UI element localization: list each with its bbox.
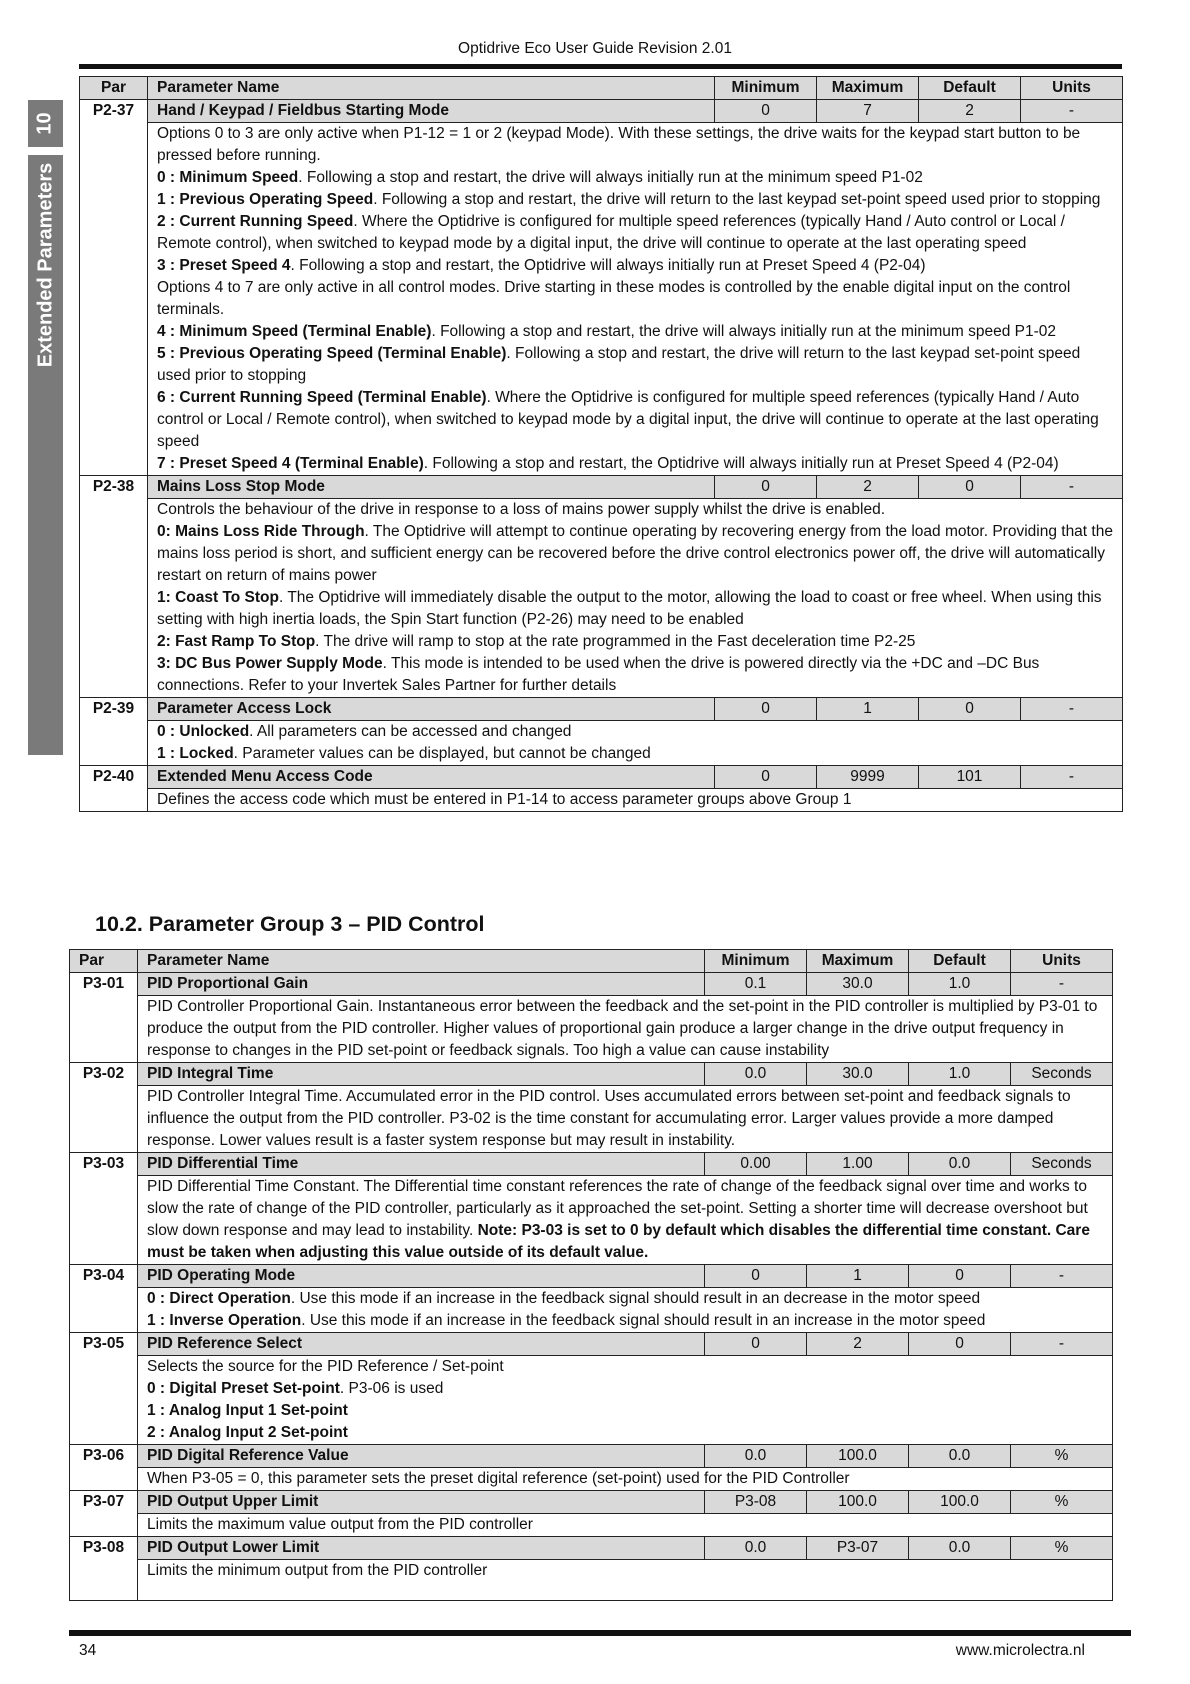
table-row xyxy=(70,1445,1113,1468)
table-row-description xyxy=(70,1086,1113,1153)
col-header-units: Units xyxy=(1011,950,1113,973)
param-id: P2-38 xyxy=(80,476,148,698)
param-description: Defines the access code which must be entered in P1-14 to access parameter groups above Group 1 xyxy=(148,789,1123,812)
param-name: Extended Menu Access Code xyxy=(148,766,715,789)
param-default: 0 xyxy=(909,1265,1011,1288)
param-description: 0 : Direct Operation. Use this mode if an increase in the feedback signal should result in an decrease in the motor speed 1 : Inverse Operation. Use this mode if an increase in the feedback signal should result in an increase in the motor speed xyxy=(138,1288,1113,1333)
table-row-description xyxy=(70,1560,1113,1601)
footer-url: www.microlectra.nl xyxy=(955,1642,1085,1659)
table-row xyxy=(70,1063,1113,1086)
param-max: 1 xyxy=(817,698,919,721)
param-id: P3-03 xyxy=(70,1153,138,1265)
param-max: 1.00 xyxy=(807,1153,909,1176)
table-row xyxy=(70,1265,1113,1288)
param-description: Selects the source for the PID Reference / Set-point 0 : Digital Preset Set-point. P3-06 is used 1 : Analog Input 1 Set-point 2 : Analog Input 2 Set-point xyxy=(138,1356,1113,1445)
param-min: 0 xyxy=(715,698,817,721)
param-name: PID Reference Select xyxy=(138,1333,705,1356)
param-default: 101 xyxy=(919,766,1021,789)
param-id: P2-37 xyxy=(80,100,148,476)
table-row xyxy=(80,766,1123,789)
param-default: 0.0 xyxy=(909,1153,1011,1176)
param-min: 0.00 xyxy=(705,1153,807,1176)
table-row xyxy=(80,476,1123,499)
param-description: Controls the behaviour of the drive in response to a loss of mains power supply whilst the drive is enabled. 0: Mains Loss Ride Through. The Optidrive will attempt to continue operating by recovering energy from the load motor. Providing that the mains loss period is short, and sufficient energy can be recovered before the drive control electronics power off, the drive will automatically restart on return of mains power 1: Coast To Stop. The Optidrive will immediately disable the output to the motor, allowing the load to coast or free wheel. When using this setting with high inertia loads, the Spin Start function (P2-26) may need to be enabled 2: Fast Ramp To Stop. The drive will ramp to stop at the rate programmed in the Fast deceleration time P2-25 3: DC Bus Power Supply Mode. This mode is intended to be used when the drive is powered directly via the +DC and –DC Bus connections. Refer to your Invertek Sales Partner for further details xyxy=(148,499,1123,698)
param-default: 0.0 xyxy=(909,1537,1011,1560)
param-max: 1 xyxy=(807,1265,909,1288)
param-min: 0.0 xyxy=(705,1445,807,1468)
param-max: 100.0 xyxy=(807,1491,909,1514)
param-name: PID Output Lower Limit xyxy=(138,1537,705,1560)
param-name: PID Differential Time xyxy=(138,1153,705,1176)
param-units: - xyxy=(1021,100,1123,123)
param-default: 1.0 xyxy=(909,973,1011,996)
param-description: PID Controller Integral Time. Accumulated error in the PID control. Uses accumulated errors between set-point and feedback signals to influence the output from the PID controller. P3-02 is the time constant for accumulating error. Larger values provide a more damped response. Lower values result is a faster system response but may result in instability. xyxy=(138,1086,1113,1153)
table-row xyxy=(70,1537,1113,1560)
table-row-description xyxy=(80,721,1123,766)
parameter-table-group2 xyxy=(79,76,1123,812)
col-header-name: Parameter Name xyxy=(148,77,715,100)
param-default: 0 xyxy=(919,698,1021,721)
table-row xyxy=(70,1333,1113,1356)
param-id: P3-06 xyxy=(70,1445,138,1491)
col-header-par: Par xyxy=(70,950,138,973)
param-description: PID Controller Proportional Gain. Instantaneous error between the feedback and the set-point in the PID controller is multiplied by P3-01 to produce the output from the PID controller. Higher values of proportional gain produce a larger change in the drive output frequency in response to changes in the PID set-point or feedback signals. Too high a value can cause instability xyxy=(138,996,1113,1063)
param-description: Limits the maximum value output from the PID controller xyxy=(138,1514,1113,1537)
param-description: When P3-05 = 0, this parameter sets the preset digital reference (set-point) used for the PID Controller xyxy=(138,1468,1113,1491)
param-description: Options 0 to 3 are only active when P1-12 = 1 or 2 (keypad Mode). With these settings, the drive waits for the keypad start button to be pressed before running. 0 : Minimum Speed. Following a stop and restart, the drive will always initially run at the minimum speed P1-02 1 : Previous Operating Speed. Following a stop and restart, the drive will return to the last keypad set-point speed used prior to stopping 2 : Current Running Speed. Where the Optidrive is configured for multiple speed references (typically Hand / Auto control or Local / Remote control), when switched to keypad mode by a digital input, the drive will continue to operate at the last operating speed 3 : Preset Speed 4. Following a stop and restart, the Optidrive will always initially run at Preset Speed 4 (P2-04) Options 4 to 7 are only active in all control modes. Drive starting in these modes is controlled by the enable digital input on the control terminals. 4 : Minimum Speed (Terminal Enable). Following a stop and restart, the drive will always initially run at the minimum speed P1-02 5 : Previous Operating Speed (Terminal Enable). Following a stop and restart, the drive will return to the last keypad set-point speed used prior to stopping 6 : Current Running Speed (Terminal Enable). Where the Optidrive is configured for multiple speed references (typically Hand / Auto control or Local / Remote control), when switched to keypad mode by a digital input, the drive will continue to operate at the last operating speed 7 : Preset Speed 4 (Terminal Enable). Following a stop and restart, the Optidrive will always initially run at Preset Speed 4 (P2-04) xyxy=(148,123,1123,476)
param-min: P3-08 xyxy=(705,1491,807,1514)
table-row xyxy=(70,1153,1113,1176)
table-row xyxy=(70,973,1113,996)
table-row xyxy=(80,100,1123,123)
param-name: Hand / Keypad / Fieldbus Starting Mode xyxy=(148,100,715,123)
param-units: - xyxy=(1011,1333,1113,1356)
param-default: 0.0 xyxy=(909,1445,1011,1468)
table-row-description xyxy=(70,1468,1113,1491)
warning-note: Note: P3-03 is set to 0 by default which disables the differential time constant. Care must be taken when adjusting this value outside of its default value. xyxy=(147,1222,1090,1261)
param-description: PID Differential Time Constant. The Differential time constant references the rate of change of the feedback signal over time and works to slow the rate of change of the PID controller, particularly as it approached the set-point. Setting a shorter time will decrease overshoot but slow down response and may lead to instability. Note: P3-03 is set to 0 by default which disables the differential time constant. Care must be taken when adjusting this value outside of its default value. xyxy=(138,1176,1113,1265)
table-row-description xyxy=(70,1514,1113,1537)
param-description: Limits the minimum output from the PID controller xyxy=(138,1560,1113,1601)
col-header-min: Minimum xyxy=(705,950,807,973)
param-id: P3-01 xyxy=(70,973,138,1063)
param-name: PID Digital Reference Value xyxy=(138,1445,705,1468)
param-id: P3-04 xyxy=(70,1265,138,1333)
param-min: 0 xyxy=(715,476,817,499)
param-id: P3-05 xyxy=(70,1333,138,1445)
table-row-description xyxy=(70,996,1113,1063)
top-rule xyxy=(79,64,1122,69)
col-header-units: Units xyxy=(1021,77,1123,100)
param-max: 9999 xyxy=(817,766,919,789)
param-units: % xyxy=(1011,1491,1113,1514)
document-header-title: Optidrive Eco User Guide Revision 2.01 xyxy=(458,40,732,57)
param-min: 0 xyxy=(705,1265,807,1288)
param-id: P2-39 xyxy=(80,698,148,766)
side-chapter-number: 10 xyxy=(34,112,56,135)
param-max: 2 xyxy=(807,1333,909,1356)
param-units: - xyxy=(1011,973,1113,996)
param-default: 0 xyxy=(919,476,1021,499)
param-default: 1.0 xyxy=(909,1063,1011,1086)
param-min: 0 xyxy=(715,100,817,123)
param-name: PID Operating Mode xyxy=(138,1265,705,1288)
table-row-description xyxy=(70,1356,1113,1445)
param-id: P3-02 xyxy=(70,1063,138,1153)
param-id: P3-07 xyxy=(70,1491,138,1537)
col-header-min: Minimum xyxy=(715,77,817,100)
parameter-table-group3 xyxy=(69,949,1113,1601)
param-min: 0 xyxy=(705,1333,807,1356)
param-units: % xyxy=(1011,1537,1113,1560)
col-header-default: Default xyxy=(909,950,1011,973)
param-units: Seconds xyxy=(1011,1063,1113,1086)
table-row-description xyxy=(70,1288,1113,1333)
param-max: 7 xyxy=(817,100,919,123)
param-units: - xyxy=(1011,1265,1113,1288)
side-chapter-label: Extended Parameters xyxy=(34,162,56,368)
param-id: P2-40 xyxy=(80,766,148,812)
table-row-description xyxy=(70,1176,1113,1265)
param-min: 0.1 xyxy=(705,973,807,996)
param-max: 30.0 xyxy=(807,973,909,996)
param-default: 100.0 xyxy=(909,1491,1011,1514)
table-row-description xyxy=(80,123,1123,476)
param-max: P3-07 xyxy=(807,1537,909,1560)
param-description: 0 : Unlocked. All parameters can be accessed and changed 1 : Locked. Parameter values can be displayed, but cannot be changed xyxy=(148,721,1123,766)
table-header-row xyxy=(80,77,1123,100)
param-min: 0 xyxy=(715,766,817,789)
param-name: PID Proportional Gain xyxy=(138,973,705,996)
param-name: Mains Loss Stop Mode xyxy=(148,476,715,499)
param-default: 0 xyxy=(909,1333,1011,1356)
param-min: 0.0 xyxy=(705,1063,807,1086)
col-header-default: Default xyxy=(919,77,1021,100)
table-row-description xyxy=(80,499,1123,698)
param-min: 0.0 xyxy=(705,1537,807,1560)
table-header-row xyxy=(70,950,1113,973)
col-header-max: Maximum xyxy=(817,77,919,100)
table-row xyxy=(70,1491,1113,1514)
param-name: PID Output Upper Limit xyxy=(138,1491,705,1514)
param-max: 2 xyxy=(817,476,919,499)
bottom-rule xyxy=(69,1630,1131,1636)
param-units: - xyxy=(1021,766,1123,789)
table-row-description xyxy=(80,789,1123,812)
param-max: 100.0 xyxy=(807,1445,909,1468)
param-units: Seconds xyxy=(1011,1153,1113,1176)
param-units: - xyxy=(1021,698,1123,721)
side-chapter-tab xyxy=(28,100,63,755)
col-header-par: Par xyxy=(80,77,148,100)
param-name: Parameter Access Lock xyxy=(148,698,715,721)
param-default: 2 xyxy=(919,100,1021,123)
param-units: % xyxy=(1011,1445,1113,1468)
col-header-name: Parameter Name xyxy=(138,950,705,973)
param-units: - xyxy=(1021,476,1123,499)
page-number: 34 xyxy=(79,1642,97,1659)
param-name: PID Integral Time xyxy=(138,1063,705,1086)
col-header-max: Maximum xyxy=(807,950,909,973)
param-id: P3-08 xyxy=(70,1537,138,1601)
table-row xyxy=(80,698,1123,721)
param-max: 30.0 xyxy=(807,1063,909,1086)
section-heading: 10.2. Parameter Group 3 – PID Control xyxy=(95,912,485,936)
